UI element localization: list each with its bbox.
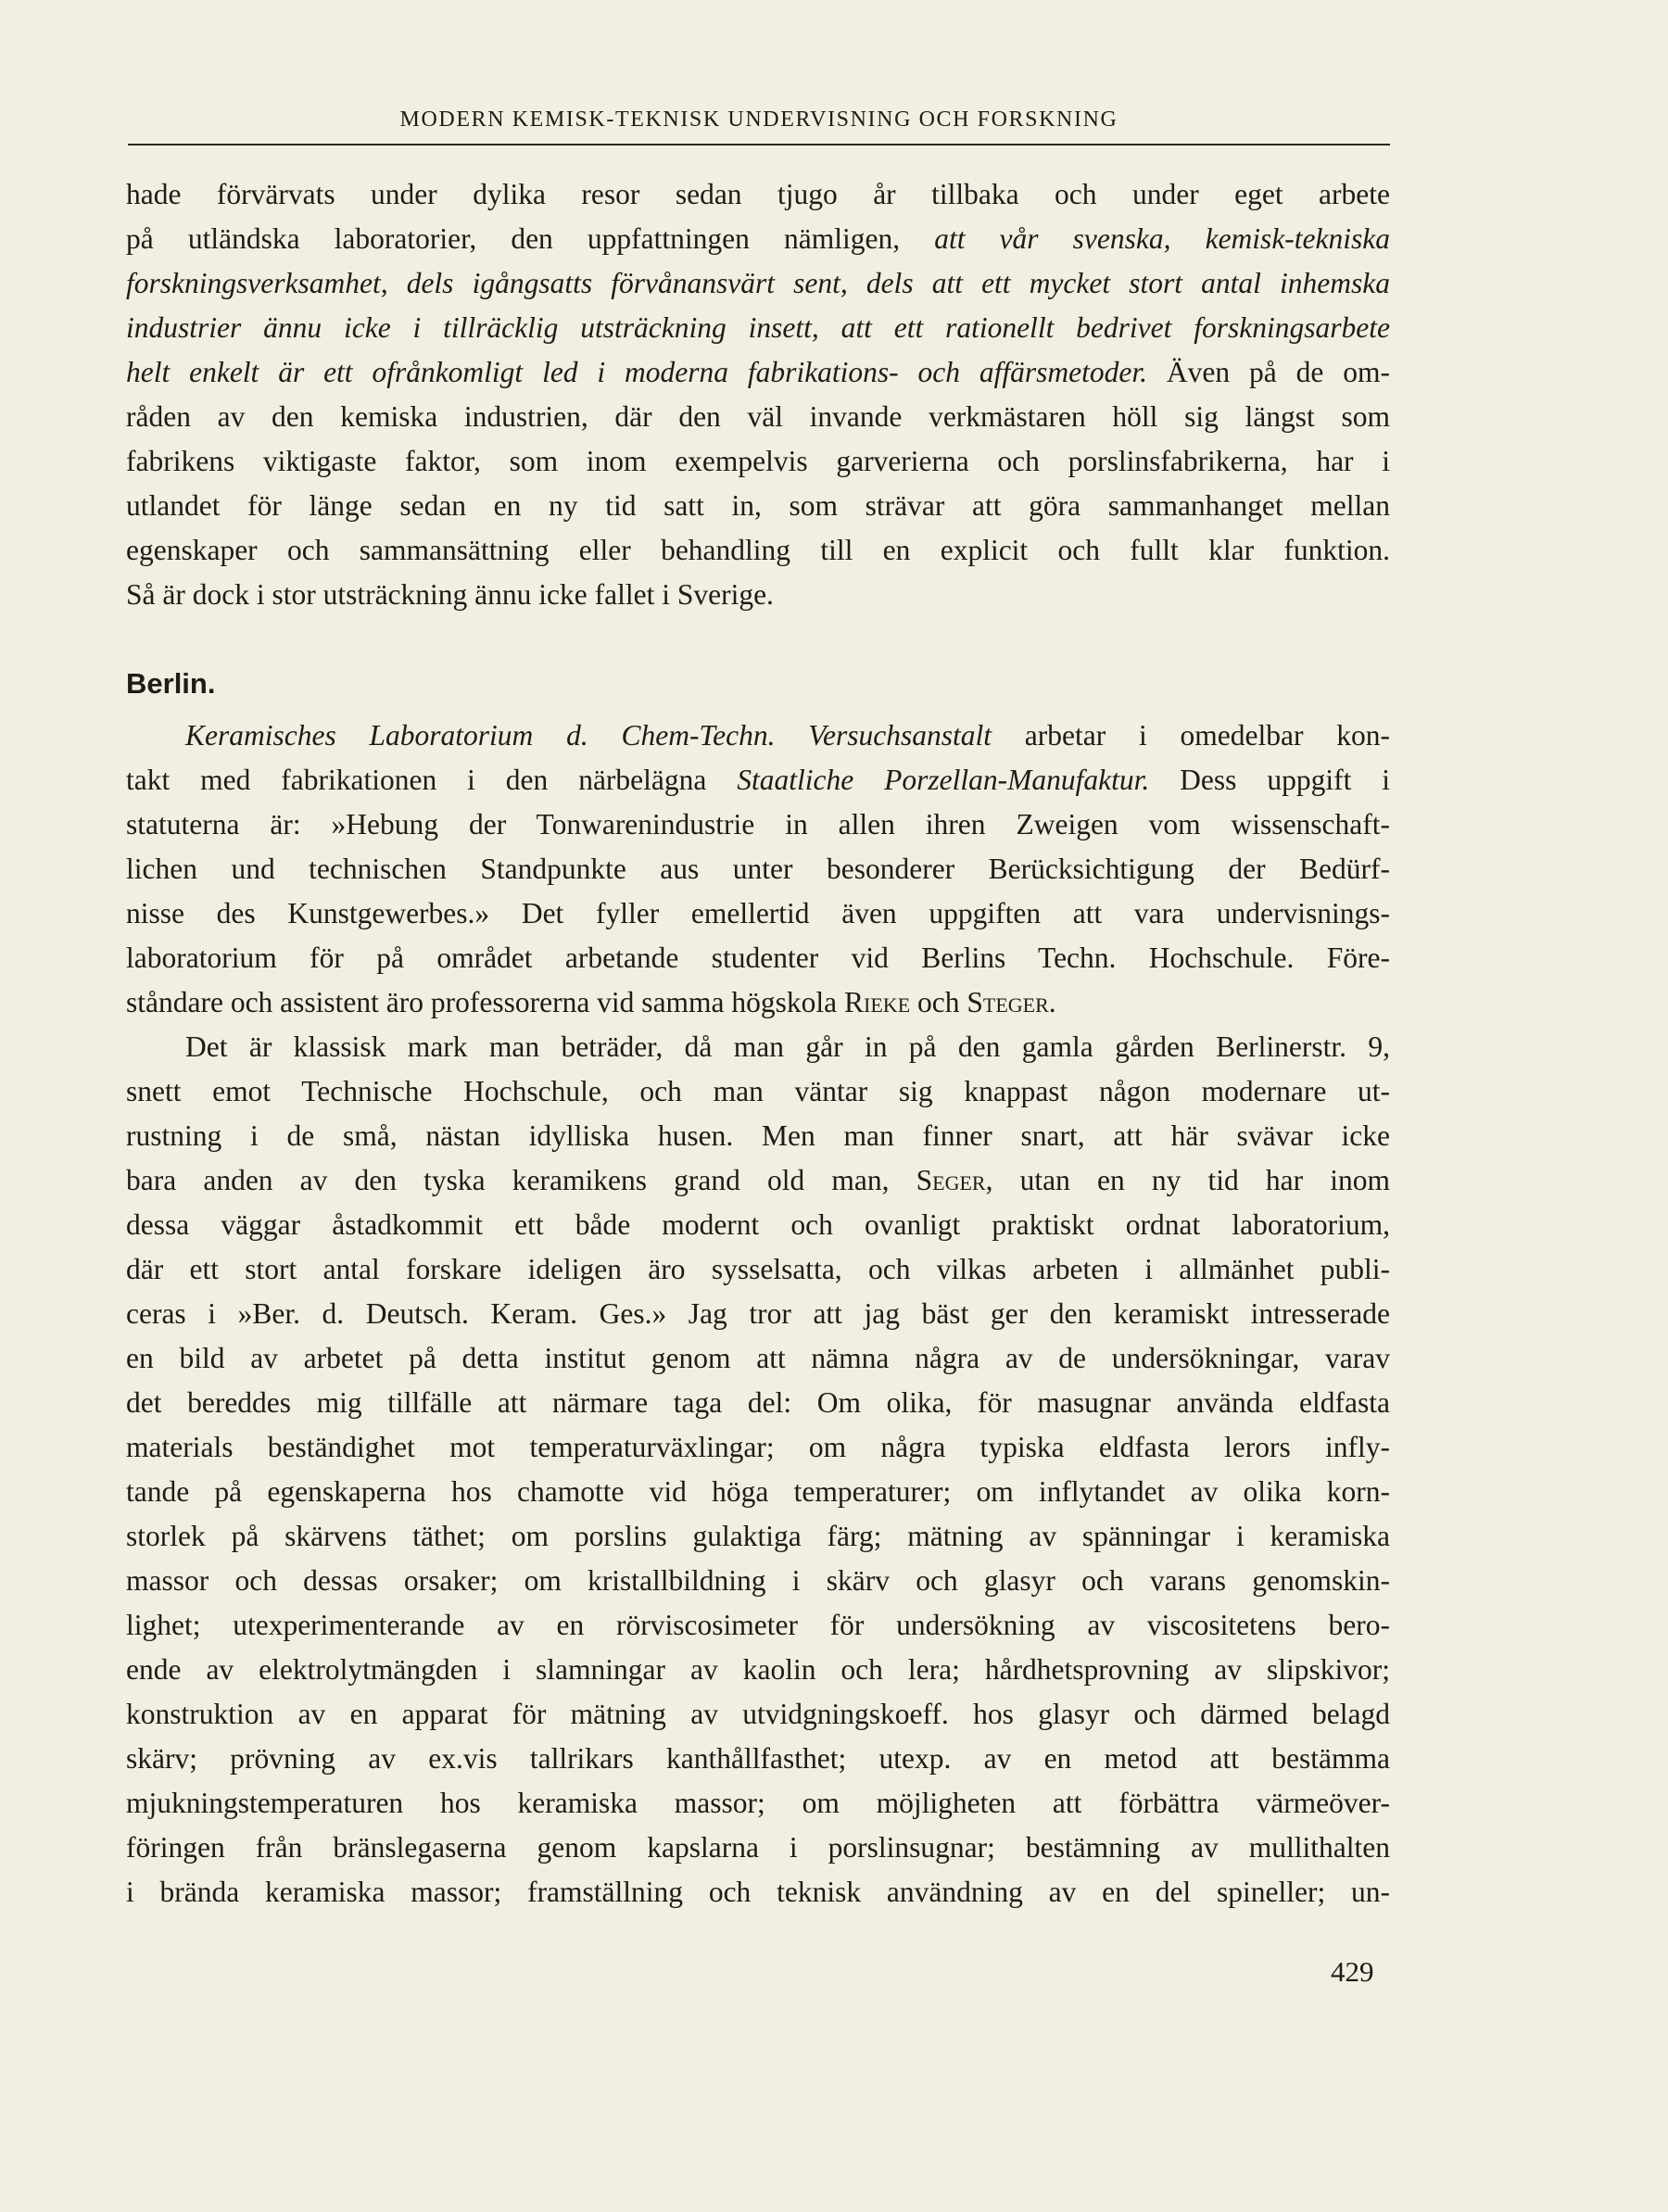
text-run: . [1048,986,1056,1018]
text-line [126,980,1390,1025]
text-line [126,217,1390,261]
text-line: Det är klassisk mark man beträder, då man går in på den gamla gården Berlinerstr. 9, [185,1030,1390,1063]
text-line [126,350,1390,395]
text-line: en bild av arbetet på detta institut genom att nämna några av de undersökningar, varav [126,1342,1390,1374]
text-line: statuterna är: »Hebung der Tonwarenindustrie in allen ihren Zweigen vom wissenschaft- [126,808,1390,841]
italic-run: Keramisches Laboratorium d. Chem-Techn. Versuchsanstalt [185,719,992,752]
text-run: Dess uppgift i [1149,764,1390,796]
italic-run: Staatliche Porzellan-Manufaktur. [737,764,1150,796]
text-line: hade förvärvats under dylika resor sedan tjugo år tillbaka och under eget arbete [126,178,1390,210]
text-run: på utländska laboratorier, den uppfattningen nämligen, [126,222,935,255]
text-line: egenskaper och sammansättning eller behandling till en explicit och fullt klar funktion. [126,534,1390,566]
text-line: massor och dessas orsaker; om kristallbildning i skärv och glasyr och varans genomskin- [126,1564,1390,1597]
paragraph-research-list [126,1025,1390,1915]
text-run: ståndare och assistent äro professorerna vid samma högskola [126,986,845,1018]
text-line: utlandet för länge sedan en ny tid satt in, som strävar att göra sammanhanget mellan [126,489,1390,522]
text-line: mjukningstemperaturen hos keramiska massor; om möjligheten att förbättra värmeöver- [126,1787,1390,1819]
text-line: där ett stort antal forskare ideligen äro sysselsatta, och vilkas arbeten i allmänhet publi- [126,1253,1390,1285]
text-line: ende av elektrolytmängden i slamningar av kaolin och lera; hårdhetsprovning av slipskivor; [126,1653,1390,1686]
running-header: MODERN KEMISK-TEKNISK UNDERVISNING OCH FORSKNING [399,107,1118,132]
text-line: råden av den kemiska industrien, där den väl invande verkmästaren höll sig längst som [126,400,1390,433]
text-line: föringen från bränslegaserna genom kapslarna i porslinsugnar; bestämning av mullithalten [126,1831,1390,1864]
text-line: det bereddes mig tillfälle att närmare taga del: Om olika, för masugnar använda eldfasta [126,1386,1390,1419]
text-line: fabrikens viktigaste faktor, som inom exempelvis garverierna och porslinsfabrikerna, har i [126,445,1390,477]
paragraph-berlin-lab [126,714,1390,1025]
small-caps-name: Steger [967,986,1049,1018]
text-line: materials beständighet mot temperaturväxlingar; om några typiska eldfasta lerors infly- [126,1431,1390,1463]
italic-run: helt enkelt är ett ofrånkomligt led i moderna fabrikations- och affärsmetoder. [126,356,1148,388]
text-run: Även på de om- [1147,356,1390,388]
text-line: lichen und technischen Standpunkte aus unter besonderer Berücksichtigung der Bedürf- [126,853,1390,885]
text-line: laboratorium för på området arbetande studenter vid Berlins Techn. Hochschule. Före- [126,942,1390,974]
header-rule [128,144,1390,145]
text-line: forskningsverksamhet, dels igångsatts förvånansvärt sent, dels att ett mycket stort antal inhemska [126,267,1390,299]
text-line: industrier ännu icke i tillräcklig utsträckning insett, att ett rationellt bedrivet forskningsarbete [126,311,1390,344]
text-line: storlek på skärvens täthet; om porslins gulaktiga färg; mätning av spänningar i keramiska [126,1520,1390,1552]
text-line: snett emot Technische Hochschule, och man väntar sig knappast någon modernare ut- [126,1075,1390,1107]
paragraph-continuation [126,172,1390,617]
small-caps-name: Rieke [844,986,911,1018]
text-line: tande på egenskaperna hos chamotte vid höga temperaturer; om inflytandet av olika korn- [126,1475,1390,1508]
small-caps-name: Seger [916,1164,986,1196]
text-run: takt med fabrikationen i den närbelägna [126,764,738,796]
section-heading: Berlin. [126,667,216,700]
text-line: skärv; prövning av ex.vis tallrikars kanthållfasthet; utexp. av en metod att bestämma [126,1742,1390,1775]
text-line [126,1158,1390,1203]
text-line: dessa väggar åstadkommit ett både modernt och ovanligt praktiskt ordnat laboratorium, [126,1208,1390,1241]
text-line: rustning i de små, nästan idylliska husen. Men man finner snart, att här svävar icke [126,1119,1390,1152]
text-line [126,714,1390,758]
text-line: lighet; utexperimenterande av en rörviscosimeter för undersökning av viscositetens bero- [126,1609,1390,1641]
text-line: ceras i »Ber. d. Deutsch. Keram. Ges.» Jag tror att jag bäst ger den keramiskt intresserade [126,1297,1390,1330]
text-run: , utan en ny tid har inom [985,1164,1390,1196]
text-line [126,758,1390,803]
text-line: Så är dock i stor utsträckning ännu icke fallet i Sverige. [126,578,774,611]
italic-run: att vår svenska, kemisk-tekniska [934,222,1390,255]
text-run: bara anden av den tyska keramikens grand old man, [126,1164,916,1196]
text-run: och [910,986,967,1018]
text-line: konstruktion av en apparat för mätning av utvidgningskoeff. hos glasyr och därmed belagd [126,1698,1390,1730]
text-run: arbetar i omedelbar kon- [992,719,1391,752]
text-line: i brända keramiska massor; framställning och teknisk användning av en del spineller; un- [126,1876,1390,1908]
page-number: 429 [1331,1955,1374,1988]
text-line: nisse des Kunstgewerbes.» Det fyller emellertid även uppgiften att vara undervisnings- [126,897,1390,929]
